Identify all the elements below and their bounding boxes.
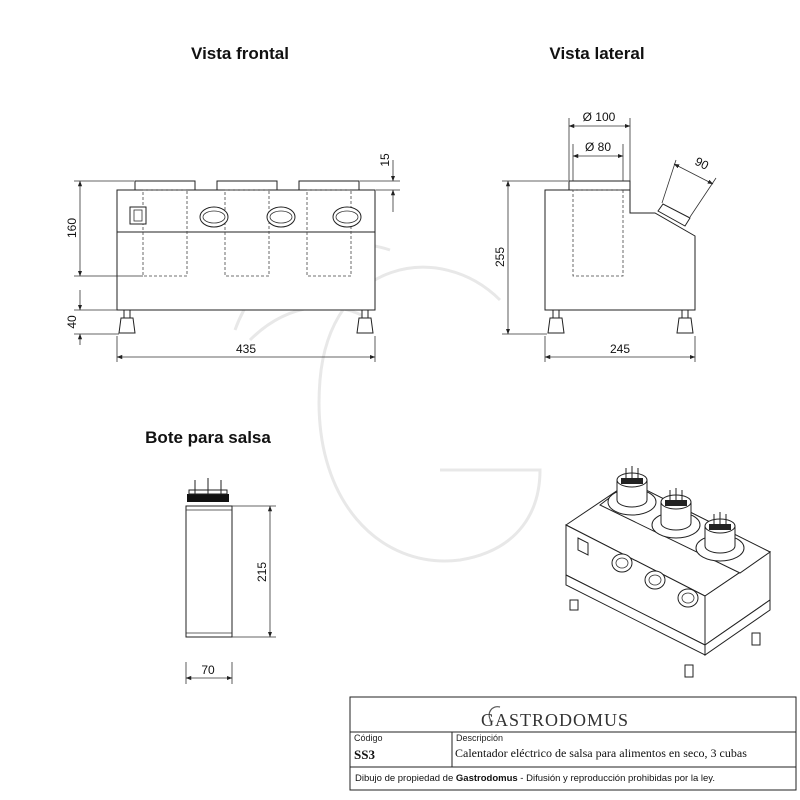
dim-side-height: 255 [493,246,507,268]
iso-knob-icon [645,571,665,589]
isometric-view [566,466,770,677]
dim-bottle-height: 215 [255,561,269,583]
footer-suffix: - Difusión y reproducción prohibidas por la ley. [517,773,715,784]
iso-knob-icon [678,589,698,607]
side-body [545,190,695,310]
front-body [117,190,375,310]
knob-icon [333,207,361,227]
bottle-view [186,478,276,684]
bottle-cap [187,494,229,502]
dim-side-depth: 245 [609,342,631,356]
leg-foot [548,318,564,333]
dim-top-collar: 15 [378,153,392,167]
brand-name: GASTRODOMUS [480,710,630,730]
code-label: Código [354,733,383,743]
leg-foot [119,318,135,333]
ownership-notice [355,773,715,784]
product-description: Calentador eléctrico de salsa para alimentos en seco, 3 cubas [455,746,747,760]
leg-foot [357,318,373,333]
dim-legs: 40 [65,315,79,329]
power-switch-icon [130,207,146,224]
bottle-view-title: Bote para salsa [145,428,271,447]
description-label: Descripción [456,733,504,743]
knob-icon [267,207,295,227]
iso-knob-icon [612,554,632,572]
dim-inner-diameter: Ø 80 [584,140,612,154]
dim-bottle-width: 70 [201,663,215,677]
front-view-title: Vista frontal [191,44,289,63]
front-view [65,153,400,362]
dim-outer-diameter: Ø 100 [582,110,616,124]
dim-knob-length: 90 [692,154,711,173]
side-view [493,110,716,362]
dim-front-width: 435 [235,342,257,356]
leg-foot [677,318,693,333]
product-code: SS3 [354,747,375,762]
footer-brand: Gastrodomus [455,773,518,784]
title-block [350,697,796,790]
knob-icon [200,207,228,227]
bottle-body [186,506,232,637]
dim-front-height: 160 [65,217,79,239]
iso-well [608,466,656,515]
side-view-title: Vista lateral [549,44,645,63]
footer-prefix: Dibujo de propiedad de [355,773,456,784]
